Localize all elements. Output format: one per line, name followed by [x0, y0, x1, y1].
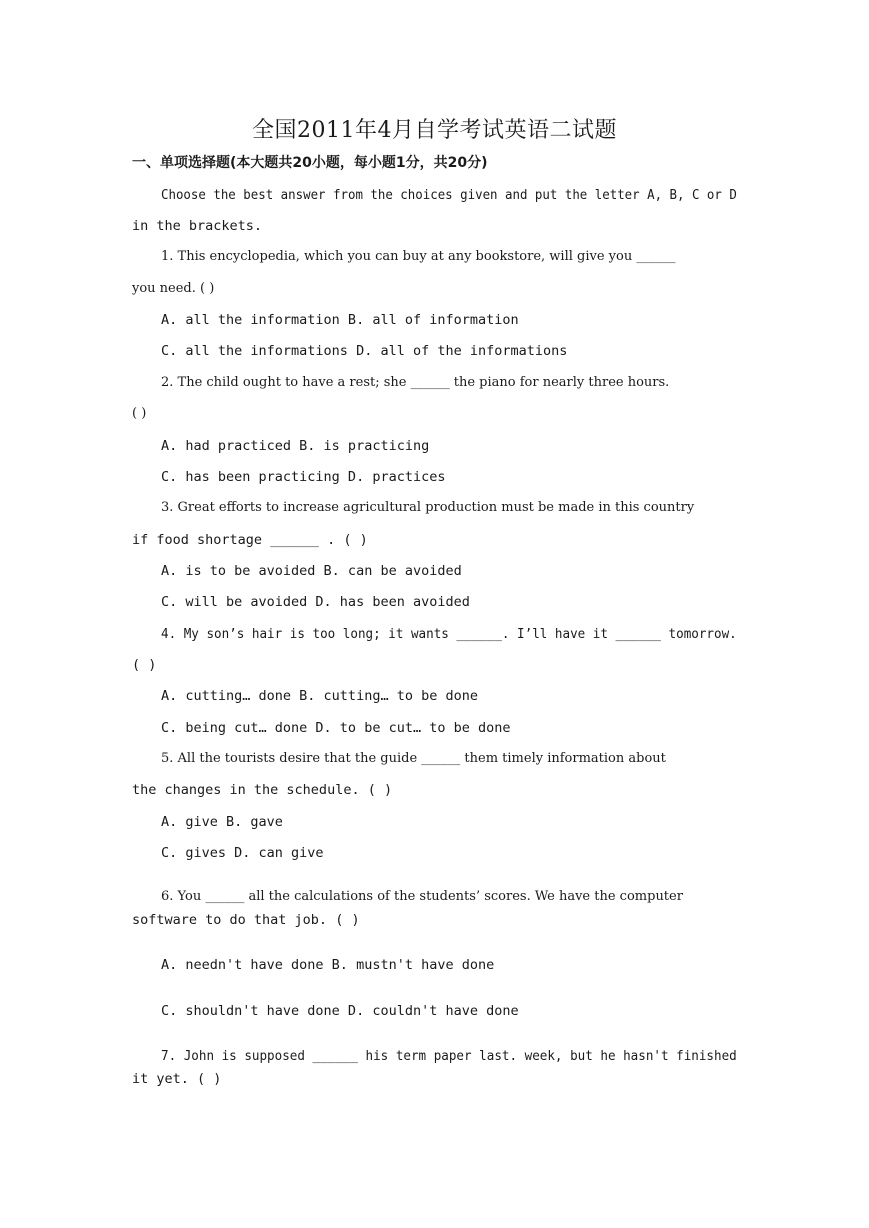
question-3-options-ab: A. is to be avoided B. can be avoided [161, 563, 462, 579]
question-7-stem-cont: it yet. ( ) [132, 1071, 222, 1087]
question-7-stem: 7. John is supposed ______ his term paper last. week, but he hasn't finished [161, 1048, 737, 1064]
question-3-stem: 3. Great efforts to increase agricultural production must be made in this country [161, 500, 695, 515]
question-4-stem-cont: ( ) [132, 657, 157, 673]
question-1-stem-cont: you need. ( ) [132, 281, 215, 296]
question-6-options-ab: A. needn't have done B. mustn't have done [161, 957, 495, 973]
question-2-stem: 2. The child ought to have a rest; she ______ the piano for nearly three hours. [161, 375, 670, 390]
question-3-stem-cont: if food shortage ______ . ( ) [132, 532, 368, 548]
question-2-options-cd: C. has been practicing D. practices [161, 469, 446, 485]
question-5-options-cd: C. gives D. can give [161, 845, 324, 861]
question-2-stem-cont: ( ) [132, 406, 147, 421]
question-4-options-ab: A. cutting… done B. cutting… to be done [161, 688, 478, 704]
question-5-options-ab: A. give B. gave [161, 814, 283, 830]
question-2-options-ab: A. had practiced B. is practicing [161, 438, 430, 454]
question-3-options-cd: C. will be avoided D. has been avoided [161, 594, 470, 610]
question-6-stem-cont: software to do that job. ( ) [132, 912, 360, 928]
question-4-stem: 4. My son’s hair is too long; it wants ______. I’ll have it ______ tomorrow. [161, 626, 737, 642]
question-1-stem: 1. This encyclopedia, which you can buy at any bookstore, will give you ______ [161, 249, 676, 264]
instructions-line-1: Choose the best answer from the choices given and put the letter A, B, C or D [161, 187, 737, 203]
question-6-options-cd: C. shouldn't have done D. couldn't have done [161, 1003, 519, 1019]
question-1-options-cd: C. all the informations D. all of the informations [161, 343, 568, 359]
question-5-stem-cont: the changes in the schedule. ( ) [132, 782, 393, 798]
instructions-line-2: in the brackets. [132, 218, 263, 234]
question-5-stem: 5. All the tourists desire that the guide ______ them timely information about [161, 751, 666, 766]
section-heading: 一、单项选择题(本大题共20小题，每小题1分，共20分) [132, 155, 488, 171]
question-4-options-cd: C. being cut… done D. to be cut… to be done [161, 720, 511, 736]
document-title: 全国2011年4月自学考试英语二试题 [252, 118, 617, 143]
question-1-options-ab: A. all the information B. all of information [161, 312, 519, 328]
question-6-stem: 6. You ______ all the calculations of the students’ scores. We have the computer [161, 889, 683, 904]
